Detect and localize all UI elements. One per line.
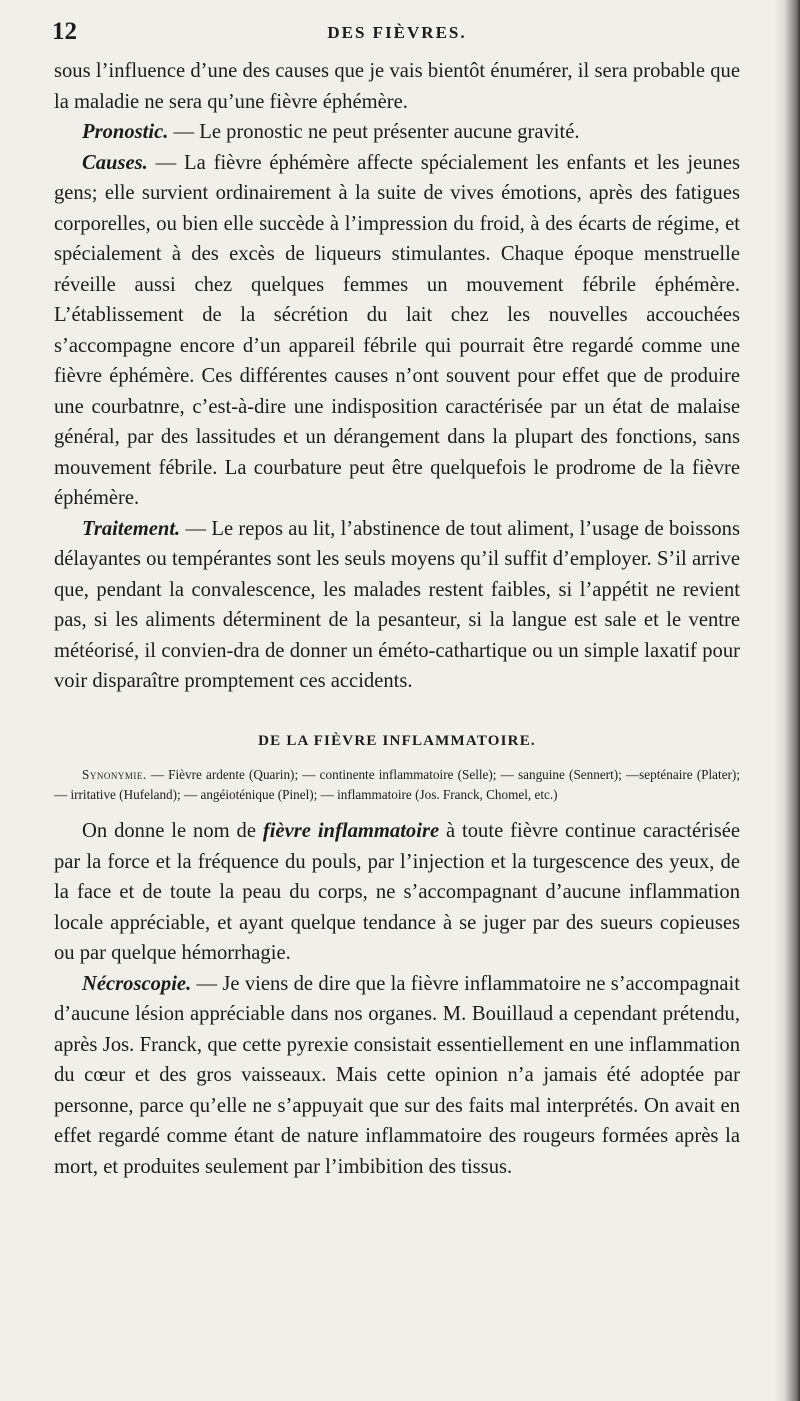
paragraph-pronostic xyxy=(54,117,740,148)
necroscopie-text: — Je viens de dire que la fièvre inflammatoire ne s’accompagnait d’aucune lésion appréciable dans nos organes. M. Bouillaud a cependant prétendu, après Jos. Franck, que cette pyrexie consistait essentiellement en une inflammation du cœur et des gros vaisseaux. Mais cette opinion n’a jamais été adoptée par personne, parce qu’elle ne s’appuyait que sur des faits mal interprétés. On avait en effet regardé comme étant de nature inflammatoire des rougeurs formées après la mort, et produites seulement par l’imbibition des tissus. xyxy=(54,972,740,1178)
synonymie-note xyxy=(54,765,740,804)
text-block-ephemere xyxy=(54,56,740,697)
causes-text: — La fièvre éphémère affecte spécialement les enfants et les jeunes gens; elle survient ordinairement à la suite de vives émotions, après des fatigues corporelles, ou bien elle succède à l’impression du froid, à des écarts de régime, et spécialement à des excès de liqueurs stimulantes. Chaque époque menstruelle réveille aussi chez quelques femmes un mouvement fébrile éphémère. L’établissement de la sécrétion du lait chez les nouvelles accouchées s’accompagne encore d’un appareil fébrile qui pourrait être regardé comme une fièvre éphémère. Ces différentes causes n’ont souvent pour effet que de produire une courbatnre, c’est-à-dire une indisposition caractérisée par un état de malaise général, par des lassitudes et un dérangement dans la plupart des fonctions, sans mouvement fébrile. La courbature peut être quelquefois le prodrome de la fièvre éphémère. xyxy=(54,151,740,509)
necroscopie-heading: Nécroscopie. xyxy=(82,972,192,995)
definition-term: fièvre inflammatoire xyxy=(262,820,440,842)
synonymie-text: — Fièvre ardente (Quarin); — continente inflammatoire (Selle); — sanguine (Sennert); —septénaire (Plater); — irritative (Hufeland); — angéioténique (Pinel); — inflammatoire (Jos. Franck, Chomel, etc.) xyxy=(54,767,740,802)
page-number: 12 xyxy=(52,18,77,45)
paragraph-necroscopie xyxy=(54,969,740,1183)
causes-heading: Causes. xyxy=(82,151,148,174)
paragraph-causes xyxy=(54,148,740,514)
synonymie-label: Synonymie. xyxy=(82,767,147,782)
pronostic-heading: Pronostic. xyxy=(82,121,169,143)
page-edge-shadow xyxy=(774,0,800,1401)
pronostic-text: — Le pronostic ne peut présenter aucune gravité. xyxy=(168,121,580,143)
paragraph-definition xyxy=(54,816,740,969)
traitement-text: — Le repos au lit, l’abstinence de tout aliment, l’usage de boissons délayantes ou tempérantes sont les seuls moyens qu’il suffit d’employer. S’il arrive que, pendant la convalescence, les malades restent faibles, si l’appétit ne revient pas, si les aliments déterminent de la pesanteur, si la langue est sale et le ventre météorisé, il convien-dra de donner un éméto-cathartique ou un simple laxatif pour voir disparaître promptement ces accidents. xyxy=(54,517,740,692)
page-header xyxy=(52,18,742,52)
running-title: DES FIÈVRES. xyxy=(327,23,467,42)
traitement-heading: Traitement. xyxy=(82,517,181,540)
paragraph-intro: sous l’influence d’une des causes que je vais bientôt énumérer, il sera probable que la maladie ne sera qu’une fièvre éphémère. xyxy=(54,60,740,113)
synonymie-paragraph xyxy=(54,765,740,804)
text-block-inflammatoire xyxy=(54,816,740,1182)
paragraph-traitement xyxy=(54,514,740,697)
definition-text-start: On donne le nom de xyxy=(82,820,263,842)
definition-text-end: à toute fièvre continue caractérisée par la force et la fréquence du pouls, par l’injection et la turgescence des yeux, de la face et de toute la peau du corps, ne s’accompagnant d’aucune inflammation locale appréciable, et ayant quelque tendance à se juger par des sueurs copieuses ou par quelque hémorrhagie. xyxy=(54,820,740,964)
section-title: DE LA FIÈVRE INFLAMMATOIRE. xyxy=(258,733,536,749)
